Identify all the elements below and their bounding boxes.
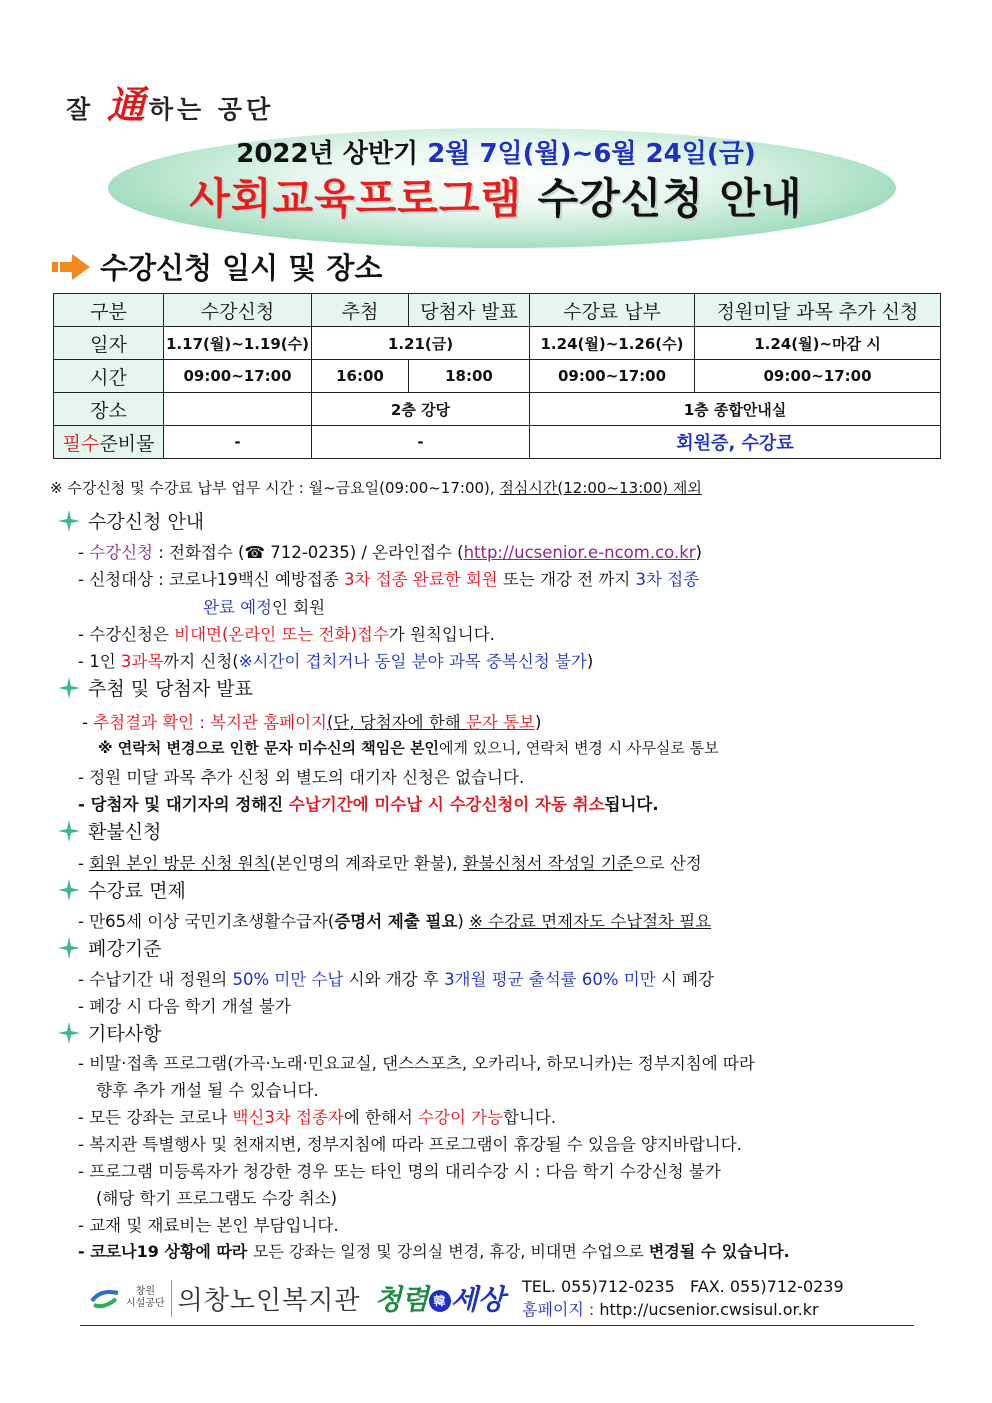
cell-date-apply: 1.17(월)~1.19(수) — [164, 327, 312, 360]
items-label-required: 필수 — [62, 432, 100, 455]
header-apply: 수강신청 — [164, 294, 312, 327]
line-eligibility-cont: 완료 예정인 회원 — [203, 598, 326, 617]
line-materials: - 교재 및 재료비는 본인 부담입니다. — [78, 1216, 339, 1235]
cell-items-apply: - — [164, 426, 312, 459]
homepage-label: 홈페이지 : — [522, 1300, 600, 1319]
sparkle-icon — [58, 677, 80, 699]
cell-date-draw: 1.21(금) — [312, 327, 530, 360]
line-max-courses: - 1인 3과목까지 신청(※시간이 겹치거나 동일 분야 과목 중복신청 불가) — [78, 652, 594, 671]
line-closing-rule: - 수납기간 내 정원의 50% 미만 수납 시와 개강 후 3개월 평균 출석률 60% 미만 시 폐강 — [78, 970, 714, 989]
schedule-table — [53, 293, 941, 459]
line-droplet-programs-cont: 향후 추가 개설 될 수 있습니다. — [96, 1081, 319, 1100]
section-title: 수강료 면제 — [88, 880, 186, 902]
section-other — [58, 1019, 161, 1046]
brand-text-a: 청렴 — [374, 1283, 429, 1316]
center-name: 의창노인복지관 — [171, 1280, 361, 1317]
line-contact-note: ※ 연락처 변경으로 인한 문자 미수신의 책임은 본인에게 있으니, 연락처 변경 시 사무실로 통보 — [98, 739, 719, 757]
items-label-rest: 준비물 — [99, 432, 155, 455]
line-auto-cancel: - 당첨자 및 대기자의 정해진 수납기간에 미수납 시 수강신청이 자동 취소됩니다. — [78, 795, 659, 814]
slogan-pre: 잘 — [66, 95, 95, 124]
sparkle-icon — [58, 1022, 80, 1044]
table-row-items — [54, 426, 941, 459]
section-title: 환불신청 — [88, 821, 162, 843]
line-no-waitlist: - 정원 미달 과목 추가 신청 외 별도의 대기자 신청은 없습니다. — [78, 768, 525, 787]
footer-logo — [90, 1278, 505, 1318]
schedule-heading — [52, 246, 382, 287]
section-fee-exemption — [58, 876, 186, 903]
line-draw-result: - 추첨결과 확인 : 복지관 홈페이지(단, 당첨자에 한해 문자 통보) — [82, 713, 542, 732]
section-title: 기타사항 — [88, 1023, 162, 1045]
cell-time-extra: 09:00~17:00 — [695, 360, 941, 393]
cell-time-announce: 18:00 — [409, 360, 530, 393]
line-cancellation-notice: - 복지관 특별행사 및 천재지변, 정부지침에 따라 프로그램이 휴강될 수 있음을 양지바랍니다. — [78, 1135, 742, 1154]
cell-place-payment: 1층 종합안내실 — [530, 393, 941, 426]
sparkle-icon — [58, 937, 80, 959]
table-header-row — [54, 294, 941, 327]
table-row-date — [54, 327, 941, 360]
section-title: 추첨 및 당첨자 발표 — [88, 678, 253, 700]
cell-items-payment: 회원증, 수강료 — [530, 426, 941, 459]
footer-divider — [80, 1325, 914, 1326]
sparkle-icon — [58, 510, 80, 532]
row-label-time: 시간 — [54, 360, 164, 393]
slogan-logo-char: 通 — [106, 83, 149, 127]
line-contactless: - 수강신청은 비대면(온라인 또는 전화)접수가 원칙입니다. — [78, 625, 495, 644]
page-title — [0, 166, 992, 226]
brand-text-b: 세상 — [450, 1283, 505, 1316]
cell-time-payment: 09:00~17:00 — [530, 360, 695, 393]
line-apply-method: - 수강신청 : 전화접수 (☎ 712-0235) / 온라인접수 (http://ucsenior.e-ncom.co.kr) — [78, 543, 702, 562]
homepage-link[interactable]: http://ucsenior.cwsisul.or.kr — [599, 1300, 819, 1319]
header-draw: 추첨 — [312, 294, 409, 327]
brand-seal: 韓 — [429, 1290, 451, 1312]
line-vaccine-required: - 모든 강좌는 코로나 백신3차 접종자에 한해서 수강이 가능합니다. — [78, 1108, 557, 1127]
tel-fax: TEL. 055)712-0235 FAX. 055)712-0239 — [522, 1277, 844, 1296]
slogan — [66, 74, 274, 129]
header-announce: 당첨자 발표 — [409, 294, 530, 327]
cell-time-apply: 09:00~17:00 — [164, 360, 312, 393]
row-label-date: 일자 — [54, 327, 164, 360]
cell-date-payment: 1.24(월)~1.26(수) — [530, 327, 695, 360]
line-closing-next: - 폐강 시 다음 학기 개설 불가 — [78, 997, 291, 1016]
online-apply-link[interactable]: http://ucsenior.e-ncom.co.kr — [463, 543, 696, 562]
section-apply-guide — [58, 507, 204, 534]
line-refund-rule: - 회원 본인 방문 신청 원칙(본인명의 계좌로만 환불), 환불신청서 작성일 기준으로 산정 — [78, 854, 702, 873]
org-small-line2: 시설공단 — [126, 1298, 165, 1309]
note-prefix: ※ 수강신청 및 수강료 납부 업무 시간 : 월~금요일(09:00~17:00), — [50, 479, 500, 497]
org-small — [126, 1286, 165, 1310]
period-dates: 2월 7일(월)~6월 24일(금) — [427, 139, 756, 169]
sparkle-icon — [58, 879, 80, 901]
sparkle-icon — [58, 820, 80, 842]
line-covid-changes: - 코로나19 상황에 따라 모든 강좌는 일정 및 강의실 변경, 휴강, 비대면 수업으로 변경될 수 있습니다. — [78, 1242, 790, 1261]
line-eligibility: - 신청대상 : 코로나19백신 예방접종 3차 접종 완료한 회원 또는 개강 전 까지 3차 접종 — [78, 570, 700, 589]
cell-time-draw: 16:00 — [312, 360, 409, 393]
note-lunch: 점심시간(12:00~13:00) 제외 — [499, 479, 702, 497]
line-exemption: - 만65세 이상 국민기초생활수급자(증명서 제출 필요) ※ 수강료 면제자도 수납절차 필요 — [78, 912, 712, 931]
section-title: 폐강기준 — [88, 938, 162, 960]
line-droplet-programs: - 비말·접촉 프로그램(가곡·노래·민요교실, 댄스스포츠, 오카리나, 하모니카)는 정부지침에 따라 — [78, 1054, 755, 1073]
header-payment: 수강료 납부 — [530, 294, 695, 327]
row-label-items — [54, 426, 164, 459]
cell-date-extra: 1.24(월)~마감 시 — [695, 327, 941, 360]
section-refund — [58, 817, 161, 844]
line-unregistered-cont: (해당 학기 프로그램도 수강 취소) — [96, 1189, 338, 1208]
row-label-place: 장소 — [54, 393, 164, 426]
institution-logo-icon — [90, 1287, 120, 1309]
integrity-brand — [374, 1278, 504, 1318]
slogan-post: 하는 공단 — [148, 95, 275, 124]
header-category: 구분 — [54, 294, 164, 327]
title-black: 수강신청 안내 — [537, 174, 803, 223]
line-unregistered: - 프로그램 미등록자가 청강한 경우 또는 타인 명의 대리수강 시 : 다음 학기 수강신청 불가 — [78, 1162, 721, 1181]
table-row-time — [54, 360, 941, 393]
cell-place-draw: 2층 강당 — [312, 393, 530, 426]
period-prefix: 2022년 상반기 — [236, 139, 419, 169]
contact-info — [522, 1275, 844, 1321]
cell-items-draw: - — [312, 426, 530, 459]
org-small-line1: 창원 — [135, 1286, 155, 1297]
section-title: 수강신청 안내 — [88, 511, 205, 533]
table-row-place — [54, 393, 941, 426]
section-closing — [58, 934, 161, 961]
section-draw — [58, 674, 253, 701]
period-line — [0, 133, 992, 170]
arrow-right-icon — [52, 254, 90, 280]
header-extra-apply: 정원미달 과목 추가 신청 — [695, 294, 941, 327]
cell-place-apply — [164, 393, 312, 426]
business-hours-note — [50, 477, 702, 498]
schedule-heading-text: 수강신청 일시 및 장소 — [100, 251, 383, 285]
title-red: 사회교육프로그램 — [189, 174, 522, 223]
